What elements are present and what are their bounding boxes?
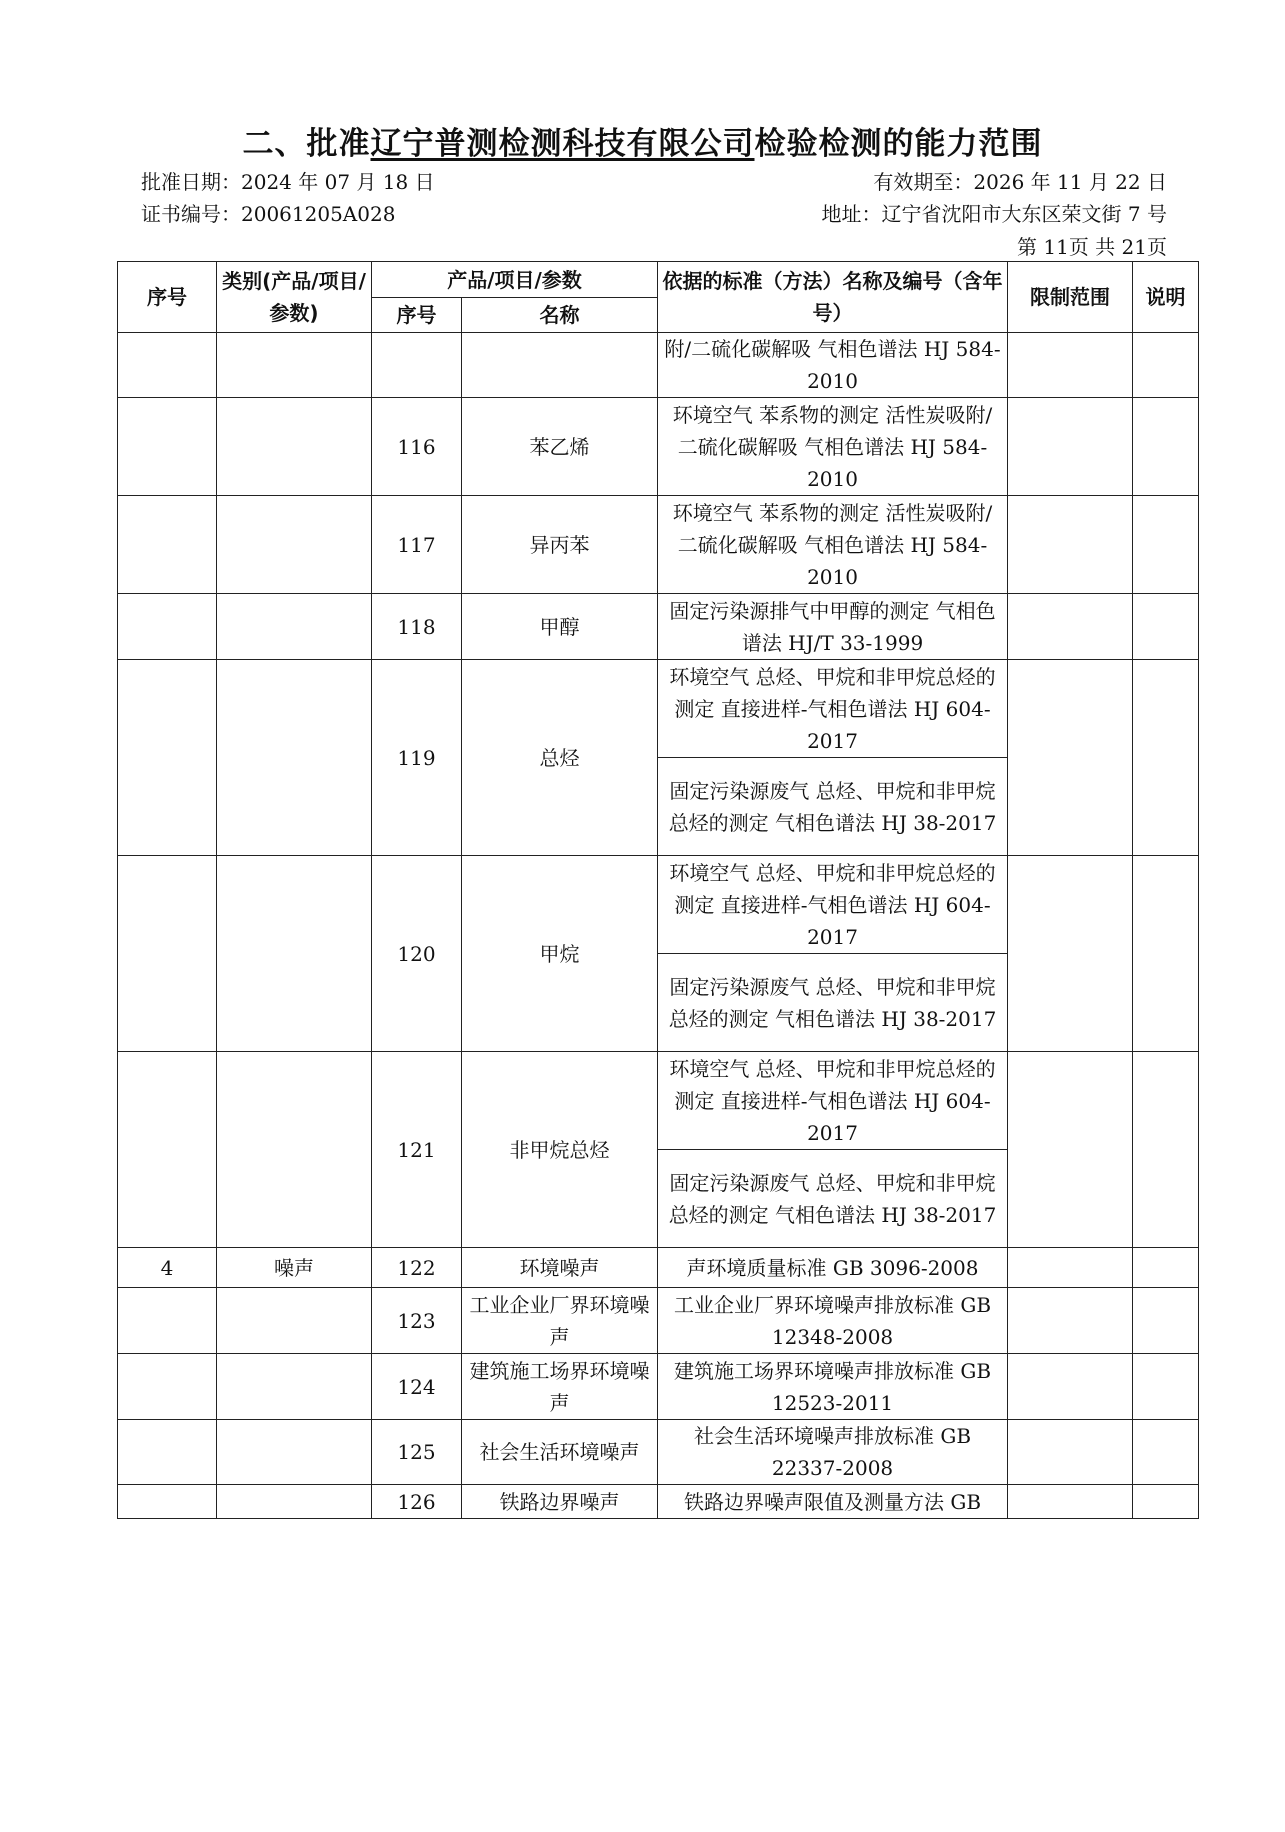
row-standard: 环境空气 总烃、甲烷和非甲烷总烃的测定 直接进样-气相色谱法 HJ 604-2017 [658,856,1008,954]
row-standard: 环境空气 总烃、甲烷和非甲烷总烃的测定 直接进样-气相色谱法 HJ 604-2017 [658,660,1008,758]
row-note [1133,398,1199,496]
row-no: 121 [372,1052,462,1248]
header-sub-name: 名称 [462,298,658,333]
table-row [118,1420,1199,1485]
row-name: 非甲烷总烃 [462,1052,658,1248]
valid-until: 有效期至：2026 年 11 月 22 日 [873,170,1167,194]
row-seq [118,398,217,496]
row-category [217,1420,372,1485]
row-seq [118,1420,217,1485]
row-standard: 固定污染源排气中甲醇的测定 气相色谱法 HJ/T 33-1999 [658,594,1008,660]
table-row [118,1288,1199,1354]
row-no: 125 [372,1420,462,1485]
row-name: 异丙苯 [462,496,658,594]
row-note [1133,856,1199,1052]
row-category [217,398,372,496]
row-standard: 固定污染源废气 总烃、甲烷和非甲烷总烃的测定 气相色谱法 HJ 38-2017 [658,954,1008,1052]
row-note [1133,1248,1199,1288]
row-standard: 社会生活环境噪声排放标准 GB 22337-2008 [658,1420,1008,1485]
row-note [1133,1288,1199,1354]
header-sub-seq: 序号 [372,298,462,333]
page-number: 第 11页 共 21页 [1017,235,1167,259]
table-row [118,660,1199,758]
row-limit [1008,496,1133,594]
row-no: 117 [372,496,462,594]
row-note [1133,496,1199,594]
row-seq [118,1354,217,1420]
row-note [1133,660,1199,856]
page-title [0,118,1285,163]
approval-date: 批准日期：2024 年 07 月 18 日 [141,170,435,194]
row-seq [118,333,217,398]
row-standard: 建筑施工场界环境噪声排放标准 GB 12523-2011 [658,1354,1008,1420]
row-category [217,660,372,856]
row-no: 124 [372,1354,462,1420]
row-seq [118,1485,217,1519]
table-row [118,333,1199,398]
row-no: 120 [372,856,462,1052]
row-note [1133,1052,1199,1248]
header-category: 类别(产品/项目/参数) [217,262,372,333]
row-category [217,1052,372,1248]
row-category [217,1288,372,1354]
row-seq [118,594,217,660]
row-limit [1008,333,1133,398]
row-no: 122 [372,1248,462,1288]
table-row [118,1485,1199,1519]
row-name: 建筑施工场界环境噪声 [462,1354,658,1420]
row-note [1133,333,1199,398]
row-limit [1008,660,1133,856]
row-limit [1008,856,1133,1052]
row-limit [1008,594,1133,660]
row-no: 119 [372,660,462,856]
row-standard: 工业企业厂界环境噪声排放标准 GB 12348-2008 [658,1288,1008,1354]
row-limit [1008,1288,1133,1354]
row-no: 118 [372,594,462,660]
row-seq [118,856,217,1052]
row-name: 社会生活环境噪声 [462,1420,658,1485]
table-row [118,594,1199,660]
row-category [217,333,372,398]
row-seq [118,660,217,856]
row-standard: 声环境质量标准 GB 3096-2008 [658,1248,1008,1288]
row-standard: 固定污染源废气 总烃、甲烷和非甲烷总烃的测定 气相色谱法 HJ 38-2017 [658,1150,1008,1248]
row-name: 甲醇 [462,594,658,660]
row-category [217,1354,372,1420]
row-standard: 固定污染源废气 总烃、甲烷和非甲烷总烃的测定 气相色谱法 HJ 38-2017 [658,758,1008,856]
row-limit [1008,1354,1133,1420]
row-seq [118,496,217,594]
row-note [1133,1420,1199,1485]
table-row [118,1248,1199,1288]
row-limit [1008,1052,1133,1248]
row-no: 116 [372,398,462,496]
header-standard: 依据的标准（方法）名称及编号（含年号） [658,262,1008,333]
row-name: 总烃 [462,660,658,856]
table-row [118,1354,1199,1420]
table-row [118,1052,1199,1150]
row-standard: 环境空气 总烃、甲烷和非甲烷总烃的测定 直接进样-气相色谱法 HJ 604-2017 [658,1052,1008,1150]
row-standard: 附/二硫化碳解吸 气相色谱法 HJ 584-2010 [658,333,1008,398]
row-name: 工业企业厂界环境噪声 [462,1288,658,1354]
row-seq: 4 [118,1248,217,1288]
row-name: 环境噪声 [462,1248,658,1288]
header-note: 说明 [1133,262,1199,333]
row-limit [1008,1248,1133,1288]
row-standard: 铁路边界噪声限值及测量方法 GB [658,1485,1008,1519]
row-name: 铁路边界噪声 [462,1485,658,1519]
row-note [1133,1485,1199,1519]
row-no: 126 [372,1485,462,1519]
row-no: 123 [372,1288,462,1354]
row-limit [1008,1485,1133,1519]
header-seq: 序号 [118,262,217,333]
capability-table [117,261,1199,1519]
row-category: 噪声 [217,1248,372,1288]
row-category [217,496,372,594]
row-note [1133,1354,1199,1420]
table-row [118,496,1199,594]
table-row [118,398,1199,496]
row-standard: 环境空气 苯系物的测定 活性炭吸附/二硫化碳解吸 气相色谱法 HJ 584-2010 [658,496,1008,594]
row-name [462,333,658,398]
table-row [118,856,1199,954]
header-product-group: 产品/项目/参数 [372,262,658,298]
row-category [217,856,372,1052]
row-no [372,333,462,398]
row-seq [118,1052,217,1248]
row-limit [1008,1420,1133,1485]
row-category [217,1485,372,1519]
row-category [217,594,372,660]
row-seq [118,1288,217,1354]
row-name: 甲烷 [462,856,658,1052]
title-organization: 辽宁普测检测科技有限公司 [370,126,755,162]
certificate-number: 证书编号：20061205A028 [141,202,396,226]
row-standard: 环境空气 苯系物的测定 活性炭吸附/二硫化碳解吸 气相色谱法 HJ 584-2010 [658,398,1008,496]
row-name: 苯乙烯 [462,398,658,496]
row-note [1133,594,1199,660]
address: 地址：辽宁省沈阳市大东区荣文街 7 号 [821,202,1167,226]
title-suffix: 检验检测的能力范围 [754,126,1043,162]
header-limit: 限制范围 [1008,262,1133,333]
row-limit [1008,398,1133,496]
title-prefix: 二、批准 [242,126,371,162]
